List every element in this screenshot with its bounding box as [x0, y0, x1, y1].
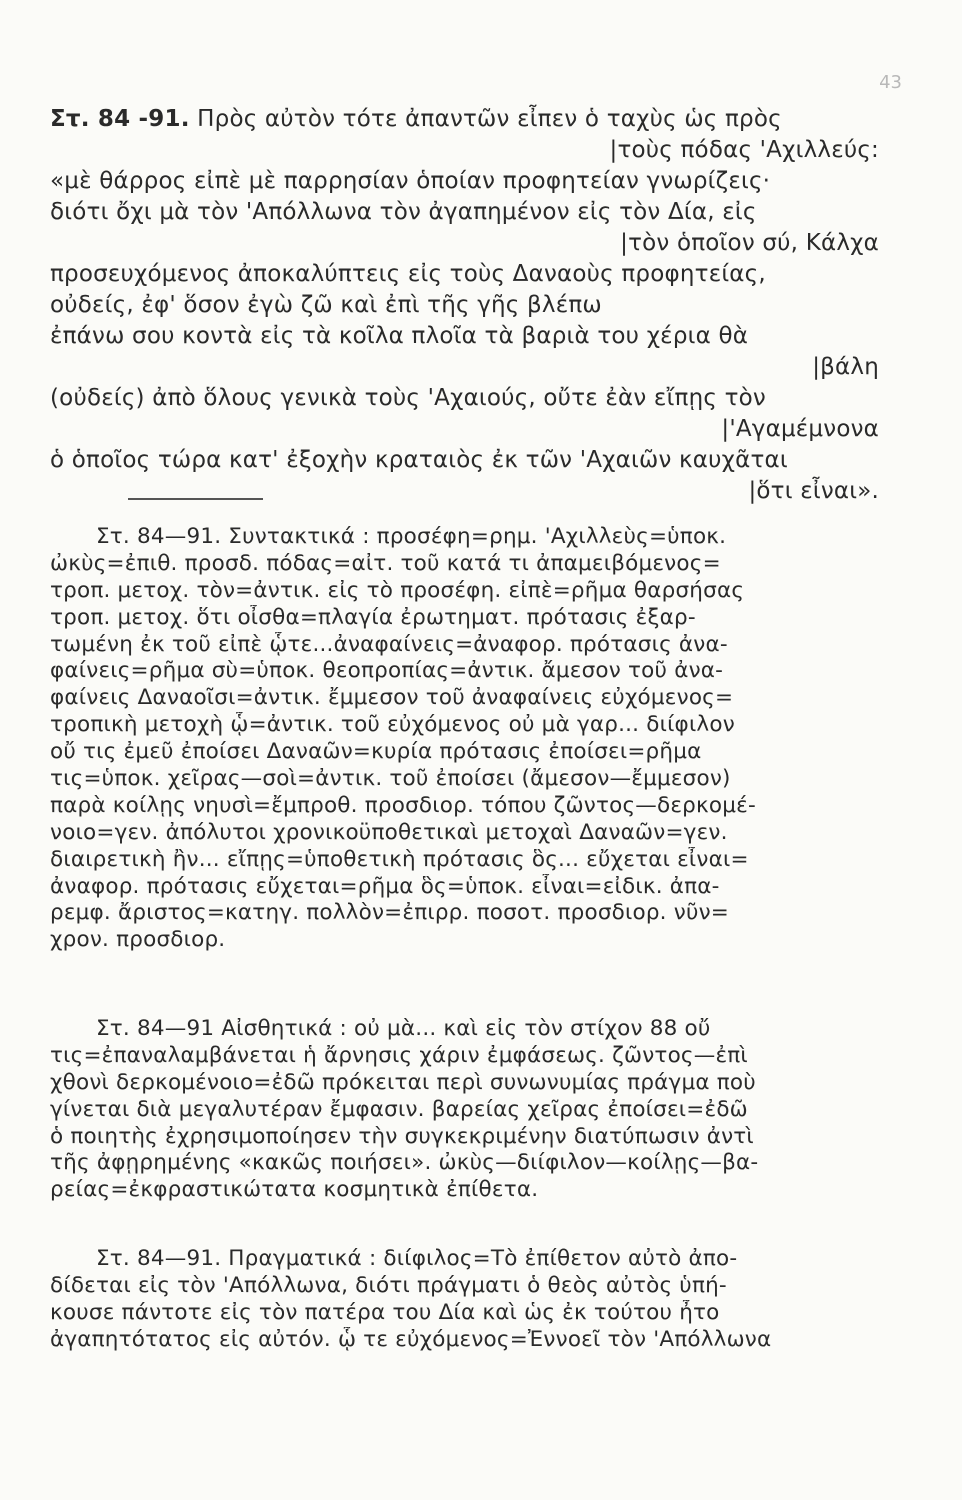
text-line: ἀγαπητότατος εἰς αὐτόν. ᾧ τε εὐχόμενος=Ἐννοεῖ τὸν 'Απόλλωνα — [50, 1326, 772, 1352]
text-line: Στ. 84—91. Συντακτικά : προσέφη=ρημ. 'Αχιλλεὺς=ὑποκ. — [96, 524, 727, 549]
text-line: τῆς ἀφῃρημένης «κακῶς ποιήσει». ὠκὺς—διίφιλον—κοίλῃς—βα- — [50, 1150, 759, 1176]
text-line: παρὰ κοίλῃς νηυσὶ=ἔμπροθ. προσδιορ. τόπου ζῶντος—δερκομέ- — [50, 792, 756, 818]
text-line: |τὸν ὁποῖον σύ, Κάλχα — [620, 230, 879, 256]
text-line: Στ. 84—91 Αἰσθητικά : οὐ μὰ... καὶ εἰς τὸν στίχον 88 οὔ — [96, 1016, 711, 1041]
text-line: τροπ. μετοχ. τὸν=ἀντικ. εἰς τὸ προσέφη. εἰπὲ=ρῆμα θαρσήσας — [50, 577, 745, 603]
page-number: 43 — [879, 72, 902, 93]
text-line: |βάλη — [812, 354, 879, 380]
text-line: ρεμφ. ἄριστος=κατηγ. πολλὸν=ἐπιρρ. ποσοτ. προσδιορ. νῦν= — [50, 900, 730, 926]
text-line: δίδεται εἰς τὸν 'Απόλλωνα, διότι πράγματι ὁ θεὸς αὐτὸς ὑπή- — [50, 1272, 727, 1298]
text-line: διαιρετικὴ ἢν... εἴπῃς=ὑποθετικὴ πρότασις ὃς... εὔχεται εἶναι= — [50, 846, 749, 872]
text-line: |ὅτι εἶναι». — [748, 478, 879, 504]
verse-translation — [50, 104, 887, 507]
text-line: τις=ὑποκ. χεῖρας—σοὶ=ἀντικ. τοῦ ἐποίσει (ἄμεσον—ἔμμεσον) — [50, 766, 731, 792]
text-line: ἀναφορ. πρότασις εὔχεται=ρῆμα ὃς=ὑποκ. εἶναι=εἰδικ. ἀπα- — [50, 873, 720, 899]
text-line: νοιο=γεν. ἀπόλυτοι χρονικοϋποθετικαὶ μετοχαὶ Δαναῶν=γεν. — [50, 819, 728, 845]
text-line: ὁ ὁποῖος τώρα κατ' ἐξοχὴν κραταιὸς ἐκ τῶν 'Αχαιῶν καυχᾶται — [50, 447, 788, 473]
text-line: ἐπάνω σου κοντὰ εἰς τὰ κοῖλα πλοῖα τὰ βαριὰ του χέρια θὰ — [50, 323, 749, 349]
text-line: οὐδείς, ἐφ' ὅσον ἐγὼ ζῶ καὶ ἐπὶ τῆς γῆς βλέπω — [50, 292, 602, 318]
text-line: ρείας=ἐκφραστικώτατα κοσμητικὰ ἐπίθετα. — [50, 1177, 539, 1203]
text-line: Στ. 84 -91. Πρὸς αὐτὸν τότε ἀπαντῶν εἶπεν ὁ ταχὺς ὡς πρὸς — [50, 106, 782, 132]
text-line: κουσε πάντοτε εἰς τὸν πατέρα του Δία καὶ ὡς ἐκ τούτου ἦτο — [50, 1299, 720, 1325]
text-line: διότι ὄχι μὰ τὸν 'Απόλλωνα τὸν ἀγαπημένον εἰς τὸν Δία, εἰς — [50, 199, 757, 225]
text-line: χρον. προσδιορ. — [50, 927, 226, 953]
section-divider — [128, 498, 263, 500]
text-line: τροπικὴ μετοχὴ ᾧ=ἀντικ. τοῦ εὐχόμενος οὐ μὰ γαρ... διίφιλον — [50, 712, 735, 738]
text-line: Στ. 84—91. Πραγματικά : διίφιλος=Τὸ ἐπίθετον αὐτὸ ἀπο- — [96, 1246, 738, 1271]
text-line: φαίνεις Δαναοῖσι=ἀντικ. ἔμμεσον τοῦ ἀναφαίνεις εὐχόμενος= — [50, 685, 734, 711]
text-line: ὁ ποιητὴς ἐχρησιμοποίησεν τὴν συγκεκριμένην διατύπωσιν ἀντὶ — [50, 1123, 754, 1149]
aesthetic-note — [50, 1016, 887, 1204]
text-line: χθονὶ δερκομένοιο=ἐδῶ πρόκειται περὶ συνωνυμίας πράγμα ποὺ — [50, 1069, 756, 1095]
text-line: «μὲ θάρρος εἰπὲ μὲ παρρησίαν ὁποίαν προφητείαν γνωρίζεις· — [50, 168, 771, 194]
text-line: ὠκὺς=ἐπιθ. προσδ. πόδας=αἰτ. τοῦ κατά τι ἀπαμειβόμενος= — [50, 550, 721, 576]
text-line: (οὐδείς) ἀπὸ ὅλους γενικὰ τοὺς 'Αχαιούς, οὔτε ἐὰν εἴπῃς τὸν — [50, 385, 766, 411]
practical-note — [50, 1246, 887, 1354]
text-line: προσευχόμενος ἀποκαλύπτεις εἰς τοὺς Δαναοὺς προφητείας, — [50, 261, 766, 287]
text-line: τις=ἐπαναλαμβάνεται ἡ ἄρνησις χάριν ἐμφάσεως. ζῶντος—ἐπὶ — [50, 1042, 748, 1068]
text-line: φαίνεις=ρῆμα σὺ=ὑποκ. θεοπροπίας=ἀντικ. ἄμεσον τοῦ ἀνα- — [50, 658, 724, 684]
text-line: οὔ τις ἐμεῦ ἐποίσει Δαναῶν=κυρία πρότασις ἐποίσει=ρῆμα — [50, 739, 702, 765]
text-line: τροπ. μετοχ. ὅτι οἶσθα=πλαγία ἐρωτηματ. πρότασις ἐξαρ- — [50, 604, 696, 630]
text-line: |τοὺς πόδας 'Αχιλλεύς: — [609, 137, 879, 163]
text-line: τωμένη ἐκ τοῦ εἰπὲ ᾧτε...ἀναφαίνεις=ἀναφορ. πρότασις ἀνα- — [50, 631, 728, 657]
text-line: γίνεται διὰ μεγαλυτέραν ἔμφασιν. βαρείας χεῖρας ἐποίσει=ἐδῶ — [50, 1096, 748, 1122]
syntax-note — [50, 524, 887, 954]
text-line: |'Αγαμέμνονα — [721, 416, 879, 442]
